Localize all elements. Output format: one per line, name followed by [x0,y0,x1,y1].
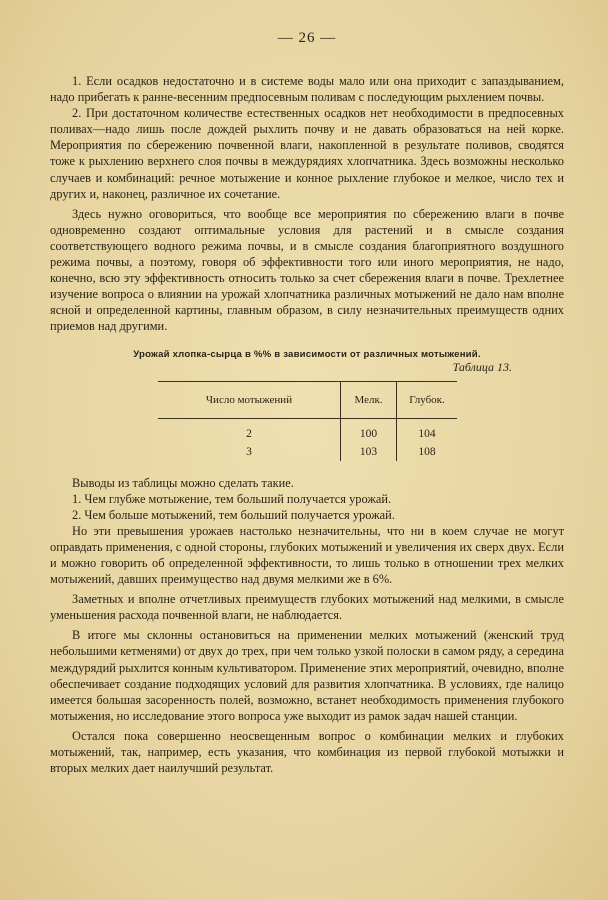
cell-count: 2 [246,427,252,440]
paragraph-3: Здесь нужно оговориться, что вообще все мероприятия по сбережению влаги в почве одновременно создают оптимальные условия для растений и в смысле создания соответствующего водного режима почвы, и в смысле создания благоприятного воздушного режима почвы, а поэтому, говоря об эффективности того или иного мероприятия, не надо, конечно, всю эту эффективность относить только за счет сбережения влаги в почве. Трехлетнее изучение вопроса о влиянии на урожай хлопчатника различных мотыжений не дало нам вполне ясной и определенной картины, главным образом, в силу незначительных преимуществ одних приемов над другими. [50,206,564,334]
cell-deep: 108 [397,443,458,461]
cell-count: 3 [246,445,252,458]
paragraph-5: Заметных и вполне отчетливых преимуществ глубоких мотыжений над мелкими, в смысле уменьшения расхода почвенной влаги, не наблюдается. [50,592,564,623]
conclusion-item-2: 2. Чем больше мотыжений, тем больший получается урожай. [72,507,395,522]
paragraph-4: Но эти превышения урожаев настолько незначительны, что ни в коем случае не могут оправдать применения, с одной стороны, глубоких мотыжений и увеличения их сверх двух. Если и можно говорить об определенной эффективности, то лишь только в отношении трех мелких мотыжений, давших преимущество над двумя мелкими же в 6%. [50,523,564,587]
table-caption: Таблица 13. [452,359,512,374]
paragraph-1: 1. Если осадков недостаточно и в системе воды мало или она приходит с запаздыванием, надо прибегать к ранне-весенним предпосевным поливам с последующим рыхлением почвы. [50,74,564,105]
cell-shallow: 100 [341,418,397,443]
conclusions-intro: Выводы из таблицы можно сделать такие. [72,475,294,490]
table-title: Урожай хлопка-сырца в %% в зависимости от различных мотыжений. [133,348,481,360]
paragraph-6: В итоге мы склонны остановиться на применении мелких мотыжений (женский труд небольшими кетменями) от двух до трех, при чем только узкой полоски в самом ряду, а середина междурядий рыхлится конным культиватором. Применение этих мероприятий, очевидно, вполне обеспечивает создание подходящих условий для развития хлопчатника. В условиях, где налицо имеется большая засоренность полей, возможно, встанет необходимость применения глубокого мотыжения, но исследование этого вопроса уже выходит из рамок задач нашей станции. [50,628,564,723]
table-row [158,418,457,443]
yield-table [158,381,457,461]
conclusion-item-1: 1. Чем глубже мотыжение, тем больший получается урожай. [72,491,392,506]
page-number: — 26 — [277,30,337,46]
cell-shallow: 103 [341,443,397,461]
header-count: Число мотыжений [158,381,341,418]
paragraph-2: 2. При достаточном количестве естественных осадков нет необходимости в предпосевных поливах—надо лишь после дождей рыхлить почву и не давать образоваться на ней корке. Мероприятия по сбережению почвенной влаги, накопленной в результате поливов, сводятся тоже к рыхлению верхнего слоя почвы в междурядиях хлопчатника. Здесь возможны несколько случаев и комбинаций: речное мотыжение и конное рыхление глубокое и мелкое, число тех и других и, наконец, различное их сочетание. [50,106,564,201]
cell-deep: 104 [397,418,458,443]
table-row [158,443,457,461]
table-header-row [158,381,457,418]
header-shallow: Мелк. [341,381,397,418]
header-deep: Глубок. [397,381,458,418]
paragraph-7: Остался пока совершенно неосвещенным вопрос о комбинации мелких и глубоких мотыжений, так, например, есть указания, что комбинация из первой глубокой мотыжки и вторых мелких дает наилучший результат. [50,728,564,776]
